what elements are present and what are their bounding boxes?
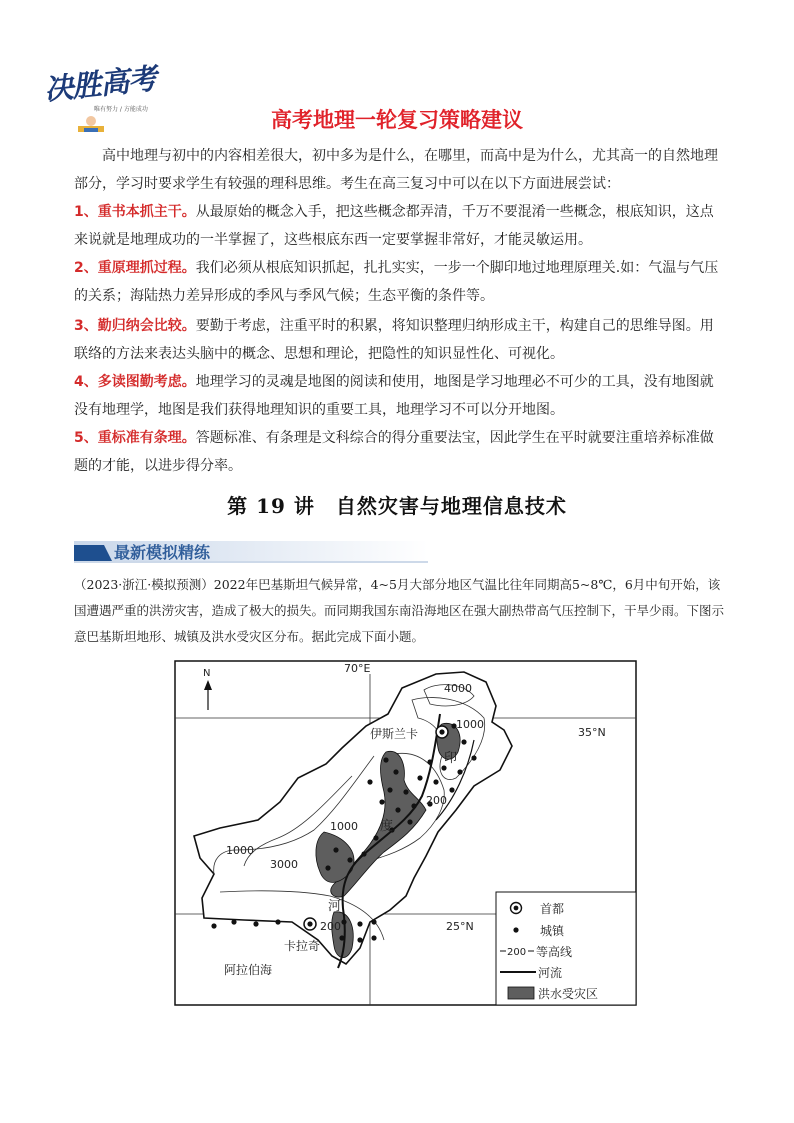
town-dot — [383, 757, 388, 762]
intro-paragraph: 高中地理与初中的内容相差很大，初中多为是什么，在哪里，而高中是为什么，尤其高一的自然地理部分，学习时要求学生有较强的理科思维。考生在高三复习中可以在以下方面进展尝试： — [74, 148, 718, 192]
town-dot — [371, 935, 376, 940]
section-title: 最新模拟精练 — [114, 543, 211, 562]
town-dot — [339, 935, 344, 940]
tip-4-body: 地理学习的灵魂是地图的阅读和使用，地图是学习地理必不可少的工具，没有地图就没有地理学，地图是我们获得地理知识的重要工具，地理学习不可以分开地图。 — [74, 374, 714, 418]
town-dot — [387, 787, 392, 792]
town-dot — [427, 759, 432, 764]
town-dot — [231, 919, 236, 924]
town-dot — [393, 769, 398, 774]
town-dot — [361, 851, 366, 856]
town-dot — [357, 921, 362, 926]
page-title: 高考地理一轮复习策略建议 — [271, 108, 523, 132]
capital-islamabad — [436, 726, 448, 738]
contour-label-1000-far-w: 1000 — [226, 844, 254, 857]
legend-town: 城镇 — [540, 924, 565, 938]
town-dot — [341, 919, 346, 924]
town-dot — [347, 857, 352, 862]
contour-label-200-s: 200 — [320, 920, 341, 933]
town-dot — [211, 923, 216, 928]
tip-1-body: 从最原始的概念入手，把这些概念都弄清，千万不要混淆一些概念，根底知识，这点来说就是地理成功的一半掌握了，这些根底东西一定要掌握非常好，才能灵敏运用。 — [74, 204, 714, 248]
town-dot — [411, 803, 416, 808]
contour-label-4000: 4000 — [444, 682, 472, 695]
lecture-title: 第 19 讲 自然灾害与地理信息技术 — [227, 494, 567, 518]
section-header — [74, 539, 428, 563]
town-dot — [325, 865, 330, 870]
tip-1-heading: 1、重书本抓主干。 — [74, 204, 196, 220]
town-dot — [379, 799, 384, 804]
tip-2 — [74, 254, 722, 310]
tip-3-heading: 3、勤归纳会比较。 — [74, 318, 196, 334]
lat-25n-label: 25°N — [446, 920, 474, 933]
town-dot — [433, 779, 438, 784]
tip-5-heading: 5、重标准有条理。 — [74, 430, 196, 446]
indus-label-1: 印 — [444, 751, 458, 766]
contour-label-1000-ne: 1000 — [456, 718, 484, 731]
north-label: N — [203, 668, 211, 679]
town-dot — [367, 779, 372, 784]
town-dot — [449, 787, 454, 792]
town-dot — [471, 755, 476, 760]
legend-flood: 洪水受灾区 — [538, 987, 599, 1001]
town-dot — [395, 807, 400, 812]
logo-text: 决胜高考 — [42, 61, 158, 107]
logo-subtitle: 唯有努力 / 方能成功 — [94, 106, 148, 113]
tip-3 — [74, 312, 722, 368]
legend-contour-sample: 200 — [507, 947, 527, 958]
tip-5 — [74, 424, 722, 480]
tip-2-heading: 2、重原理抓过程。 — [74, 260, 196, 276]
legend-contour: 等高线 — [536, 945, 573, 959]
town-dot — [457, 769, 462, 774]
town-dot — [441, 765, 446, 770]
pakistan-map — [174, 660, 637, 1006]
indus-label-3: 河 — [328, 899, 342, 914]
town-dot — [403, 789, 408, 794]
arabian-sea-label: 阿拉伯海 — [224, 963, 273, 977]
map-legend — [496, 892, 636, 1005]
legend-town-icon — [513, 927, 518, 932]
town-dot — [371, 919, 376, 924]
lon-70e-label: 70°E — [344, 662, 371, 675]
tip-4 — [74, 368, 722, 424]
indus-label-2: 度 — [380, 819, 394, 834]
town-dot — [253, 921, 258, 926]
contour-label-1000-w: 1000 — [330, 820, 358, 833]
town-dot — [357, 937, 362, 942]
islamabad-label: 伊斯兰卡 — [370, 727, 419, 741]
karachi-label: 卡拉奇 — [284, 939, 321, 953]
legend-capital: 首都 — [540, 902, 565, 916]
town-dot — [461, 739, 466, 744]
tip-5-body: 答题标准、有条理是文科综合的得分重要法宝，因此学生在平时就要注重培养标准做题的才能，以进步得分率。 — [74, 430, 714, 474]
lat-35n-label: 35°N — [578, 726, 606, 739]
town-dot — [275, 919, 280, 924]
tip-3-body: 要勤于考虑，注重平时的积累，将知识整理归纳形成主干，构建自己的思维导图。用联络的方法来表达头脑中的概念、思想和理论，把隐性的知识显性化、可视化。 — [74, 318, 714, 362]
tip-1 — [74, 198, 722, 254]
contour-label-3000: 3000 — [270, 858, 298, 871]
city-karachi-marker — [304, 918, 316, 930]
town-dot — [373, 835, 378, 840]
question-text: （2023·浙江·模拟预测）2022年巴基斯坦气候异常，4~5月大部分地区气温比往年同期高5~8℃，6月中旬开始，该国遭遇严重的洪涝灾害，造成了极大的损失。而同期我国东南沿海地区在强大副热带高气压控制下，干旱少雨。下图示意巴基斯坦地形、城镇及洪水受灾区分布。据此完成下面小题。 — [74, 577, 725, 644]
town-dot — [407, 819, 412, 824]
tip-2-body: 我们必须从根底知识抓起，扎扎实实，一步一个脚印地过地理原理关.如：气温与气压的关系；海陆热力差异形成的季风与季风气候；生态平衡的条件等。 — [74, 260, 719, 304]
town-dot — [333, 847, 338, 852]
town-dot — [417, 775, 422, 780]
legend-flood-icon — [508, 987, 534, 999]
tip-4-heading: 4、多读图勤考虑。 — [74, 374, 196, 390]
legend-river: 河流 — [538, 966, 563, 980]
contour-label-200-mid: 200 — [426, 794, 447, 807]
